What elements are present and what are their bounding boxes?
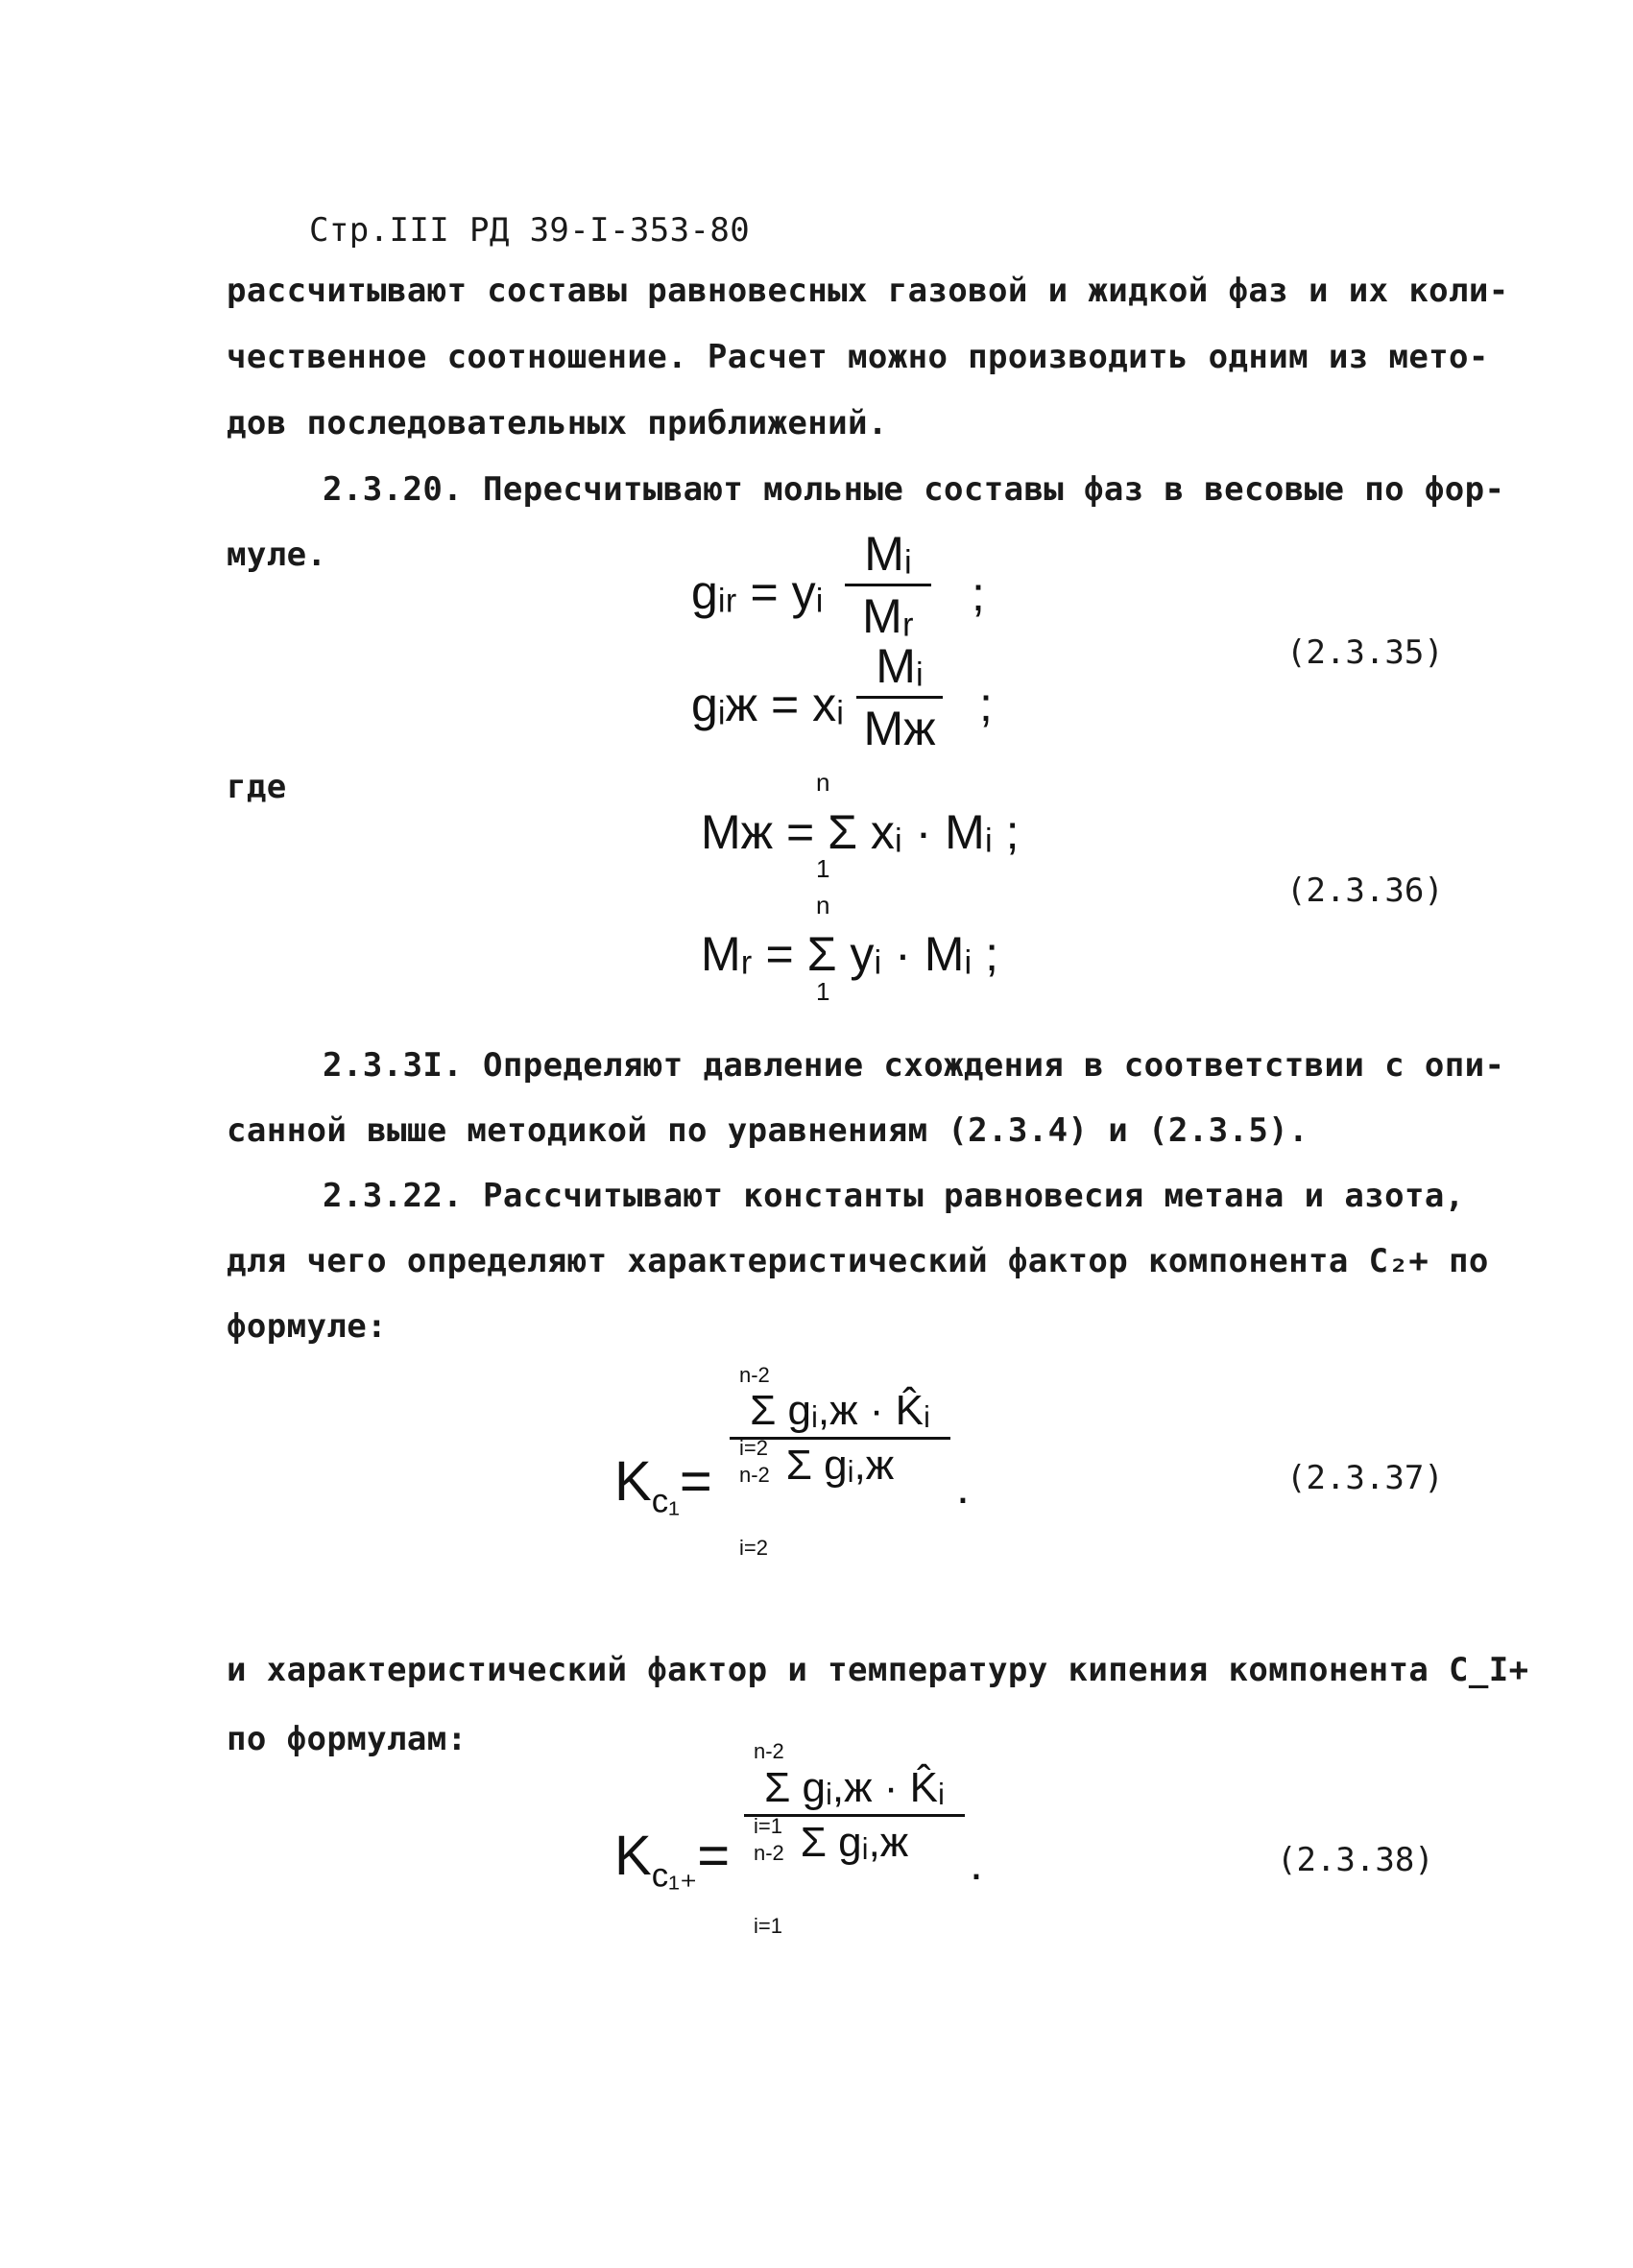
sum-lower-limit: 1	[816, 854, 830, 883]
sum-lower-limit: i=1	[754, 1814, 782, 1838]
subscript: c₁	[651, 1482, 680, 1520]
formula-g-izh-lhs: gᵢж = xᵢ	[691, 678, 844, 731]
fraction-numerator: Σ gᵢ,ж · K̂ᵢ	[750, 1387, 930, 1434]
formula-g-ir-lhs: gᵢᵣ = yᵢ	[691, 565, 824, 619]
sum-upper-limit: n	[816, 768, 830, 797]
fraction-denominator: Mж	[863, 702, 936, 755]
fraction-numerator: Σ gᵢ,ж · K̂ᵢ	[764, 1764, 945, 1811]
period: .	[970, 1836, 983, 1890]
period: .	[956, 1460, 970, 1514]
paragraph-line: где	[227, 768, 287, 806]
equals-sign: =	[697, 1825, 731, 1887]
formula-g-ir-fraction	[845, 526, 931, 644]
symbol-k: K	[614, 1450, 652, 1513]
equation-number: (2.3.37)	[1286, 1459, 1444, 1497]
equals-sign: =	[679, 1450, 712, 1513]
formula-g-izh-fraction	[856, 638, 943, 756]
page-header: Стр.III РД 39-I-353-80	[309, 211, 751, 250]
paragraph-line: 2.3.3I. Определяют давление схождения в соответствии с опи-	[323, 1046, 1505, 1085]
semicolon: ;	[972, 567, 985, 621]
sum-upper-limit: n-2	[754, 1841, 784, 1865]
sum-lower-limit: 1	[816, 977, 830, 1006]
fraction-denominator: Σ gᵢ,ж	[785, 1442, 895, 1489]
paragraph-line: дов последовательных приближений.	[227, 404, 888, 442]
paragraph-line: санной выше методикой по уравнениям (2.3.4) и (2.3.5).	[227, 1111, 1309, 1150]
subscript: c₁₊	[651, 1856, 698, 1895]
paragraph-line: для чего определяют характеристический фактор компонента C₂+ по	[227, 1242, 1489, 1280]
sum-upper-limit: n-2	[739, 1463, 770, 1487]
formula-m-zh: Mж = Σ xᵢ · Mᵢ ;	[701, 805, 1020, 859]
paragraph-line: и характеристический фактор и температуру кипения компонента C_I+	[227, 1651, 1529, 1689]
fraction-bar	[856, 696, 943, 699]
sum-lower-limit: i=2	[739, 1536, 768, 1560]
paragraph-line: по формулам:	[227, 1720, 468, 1758]
paragraph-line: рассчитывают составы равновесных газовой и жидкой фаз и их коли-	[227, 272, 1509, 310]
paragraph-line: чественное соотношение. Расчет можно производить одним из мето-	[227, 338, 1489, 376]
paragraph-line: формуле:	[227, 1307, 387, 1346]
semicolon: ;	[979, 678, 993, 731]
formula-k-c1plus-lhs	[614, 1824, 730, 1896]
sum-upper-limit: n-2	[754, 1739, 784, 1763]
equation-number: (2.3.38)	[1277, 1841, 1434, 1879]
paragraph-line: 2.3.22. Рассчитывают константы равновесия метана и азота,	[323, 1177, 1465, 1215]
fraction-numerator: Mᵢ	[864, 527, 912, 581]
equation-number: (2.3.35)	[1286, 633, 1444, 672]
fraction-bar	[845, 584, 931, 586]
formula-m-r: Mᵣ = Σ yᵢ · Mᵢ ;	[701, 927, 999, 981]
equation-number: (2.3.36)	[1286, 871, 1444, 910]
paragraph-line: 2.3.20. Пересчитывают мольные составы фаз в весовые по фор-	[323, 470, 1505, 509]
symbol-k: K	[614, 1825, 652, 1887]
paragraph-line: муле.	[227, 536, 327, 574]
sum-upper-limit: n-2	[739, 1363, 770, 1387]
fraction-denominator: Σ gᵢ,ж	[800, 1819, 909, 1866]
sum-upper-limit: n	[816, 891, 830, 919]
formula-k-c1-lhs	[614, 1449, 712, 1521]
fraction-numerator: Mᵢ	[876, 639, 924, 693]
sum-lower-limit: i=1	[754, 1914, 782, 1938]
fraction-denominator: Mᵣ	[862, 589, 914, 643]
sum-lower-limit: i=2	[739, 1436, 768, 1460]
